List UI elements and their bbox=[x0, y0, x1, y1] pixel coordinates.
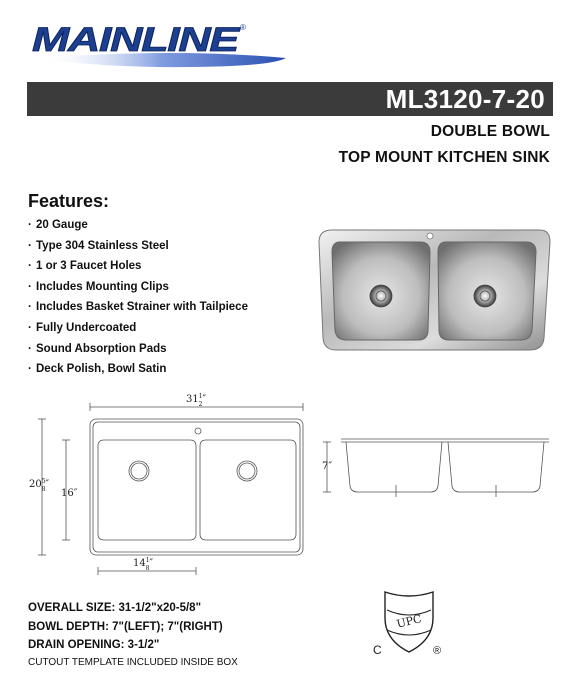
feature-item: · 20 Gauge bbox=[28, 219, 88, 231]
top-view-outline bbox=[90, 419, 303, 555]
cutout-note: CUTOUT TEMPLATE INCLUDED INSIDE BOX bbox=[28, 657, 238, 669]
cupc-certification-mark bbox=[371, 588, 447, 658]
top-view-right-bowl bbox=[200, 440, 296, 540]
feature-item: · Includes Basket Strainer with Tailpiece bbox=[28, 301, 248, 314]
registered-mark: ® bbox=[240, 23, 246, 32]
top-view-left-bowl bbox=[98, 440, 196, 540]
feature-item: · Sound Absorption Pads bbox=[28, 342, 167, 355]
features-heading: Features: bbox=[28, 191, 110, 211]
product-type-line2: TOP MOUNT KITCHEN SINK bbox=[338, 149, 550, 166]
drain-opening: DRAIN OPENING: 3-1/2" bbox=[28, 639, 160, 652]
width-label: $31^1$ 2″ bbox=[186, 393, 207, 408]
feature-item: · Fully Undercoated bbox=[28, 321, 137, 334]
bowl-depth-label: 7″ bbox=[322, 461, 333, 472]
feature-item: · 1 or 3 Faucet Holes bbox=[28, 260, 142, 273]
brand-name: MAINLINE bbox=[32, 21, 242, 59]
specs-block bbox=[28, 599, 238, 670]
top-view-left-drain bbox=[129, 461, 149, 481]
feature-item: · Type 304 Stainless Steel bbox=[28, 239, 169, 252]
bowl-width-label: $14^1$ 8″ bbox=[133, 557, 154, 572]
depth-label: $20^5$ 8″ bbox=[29, 478, 50, 493]
model-number: ML3120-7-20 bbox=[385, 84, 545, 114]
side-view bbox=[323, 439, 549, 497]
upc-text: UPC bbox=[395, 612, 423, 631]
bowl-height-label: 16″ bbox=[61, 488, 78, 499]
product-type-line1: DOUBLE BOWL bbox=[430, 123, 550, 140]
overall-size: OVERALL SIZE: 31-1/2"x20-5/8" bbox=[28, 602, 202, 614]
feature-item: · Deck Polish, Bowl Satin bbox=[28, 363, 167, 376]
bowl-depth: BOWL DEPTH: 7"(LEFT); 7"(RIGHT) bbox=[28, 620, 223, 633]
upc-registered: ® bbox=[433, 645, 442, 657]
upc-c-letter: C bbox=[373, 643, 382, 657]
feature-item: · Includes Mounting Clips bbox=[28, 280, 169, 293]
top-view-right-drain bbox=[237, 461, 257, 481]
top-view-faucet-hole bbox=[195, 428, 201, 434]
